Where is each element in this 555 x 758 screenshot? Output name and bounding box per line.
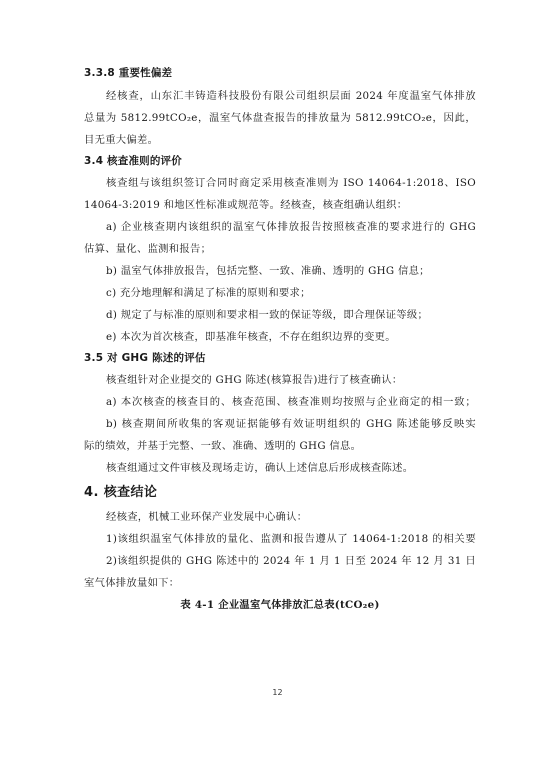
- section-heading-3-3-8: 3.3.8 重要性偏差: [84, 67, 173, 79]
- list-item-1: 1)该组织温室气体排放的量化、监测和报告遵从了 14064-1:2018 的相关要: [106, 533, 476, 545]
- paragraph-line: 经核查，山东汇丰铸造科技股份有限公司组织层面 2024 年度温室气体排放: [106, 90, 476, 102]
- paragraph-line: 室气体排放量如下：: [84, 577, 180, 589]
- section-heading-4: 4. 核查结论: [84, 485, 158, 500]
- list-item-c: c) 充分地理解和满足了标准的原则和要求；: [106, 287, 311, 299]
- list-item-e: e) 本次为首次核查，即基准年核查，不存在组织边界的变更。: [106, 331, 396, 343]
- paragraph-line: 际的绩效，并基于完整、一致、准确、透明的 GHG 信息。: [84, 440, 362, 452]
- list-item-a: a) 企业核查期内该组织的温室气体排放报告按照核查准的要求进行的 GHG: [106, 221, 476, 233]
- paragraph-line: 14064-3:2019 和地区性标准或规范等。经核查，核查组确认组织：: [84, 199, 408, 211]
- section-heading-3-4: 3.4 核查准则的评价: [84, 155, 182, 167]
- paragraph-line: 估算、量化、监测和报告；: [84, 243, 212, 255]
- list-item-2: 2)该组织提供的 GHG 陈述中的 2024 年 1 月 1 日至 2024 年 12 月 31 日: [106, 555, 476, 567]
- list-item-a: a) 本次核查的核查目的、核查范围、核查准则均按照与企业商定的相一致；: [106, 396, 476, 408]
- paragraph-line: 核查组通过文件审核及现场走访，确认上述信息后形成核查陈述。: [106, 462, 414, 474]
- paragraph-line: 目无重大偏差。: [84, 134, 159, 146]
- table-caption: 表 4-1 企业温室气体排放汇总表(tCO₂e): [180, 599, 380, 611]
- paragraph-line: 总量为 5812.99tCO₂e，温室气体盘查报告的排放量为 5812.99tCO₂e，因此，: [84, 112, 476, 124]
- list-item-b: b) 核查期间所收集的客观证据能够有效证明组织的 GHG 陈述能够反映实: [106, 418, 476, 430]
- list-item-d: d) 规定了与标准的原则和要求相一致的保证等级，即合理保证等级；: [106, 309, 429, 321]
- paragraph-line: 经核查，机械工业环保产业发展中心确认：: [106, 511, 308, 523]
- paragraph-line: 核查组针对企业提交的 GHG 陈述(核算报告)进行了核查确认：: [106, 374, 403, 386]
- list-item-b: b) 温室气体排放报告，包括完整、一致、准确、透明的 GHG 信息；: [106, 265, 430, 277]
- section-heading-3-5: 3.5 对 GHG 陈述的评估: [84, 352, 206, 364]
- page-number: 12: [272, 688, 283, 697]
- paragraph-line: 核查组与该组织签订合同时商定采用核查准则为 ISO 14064-1:2018、ISO: [106, 177, 476, 189]
